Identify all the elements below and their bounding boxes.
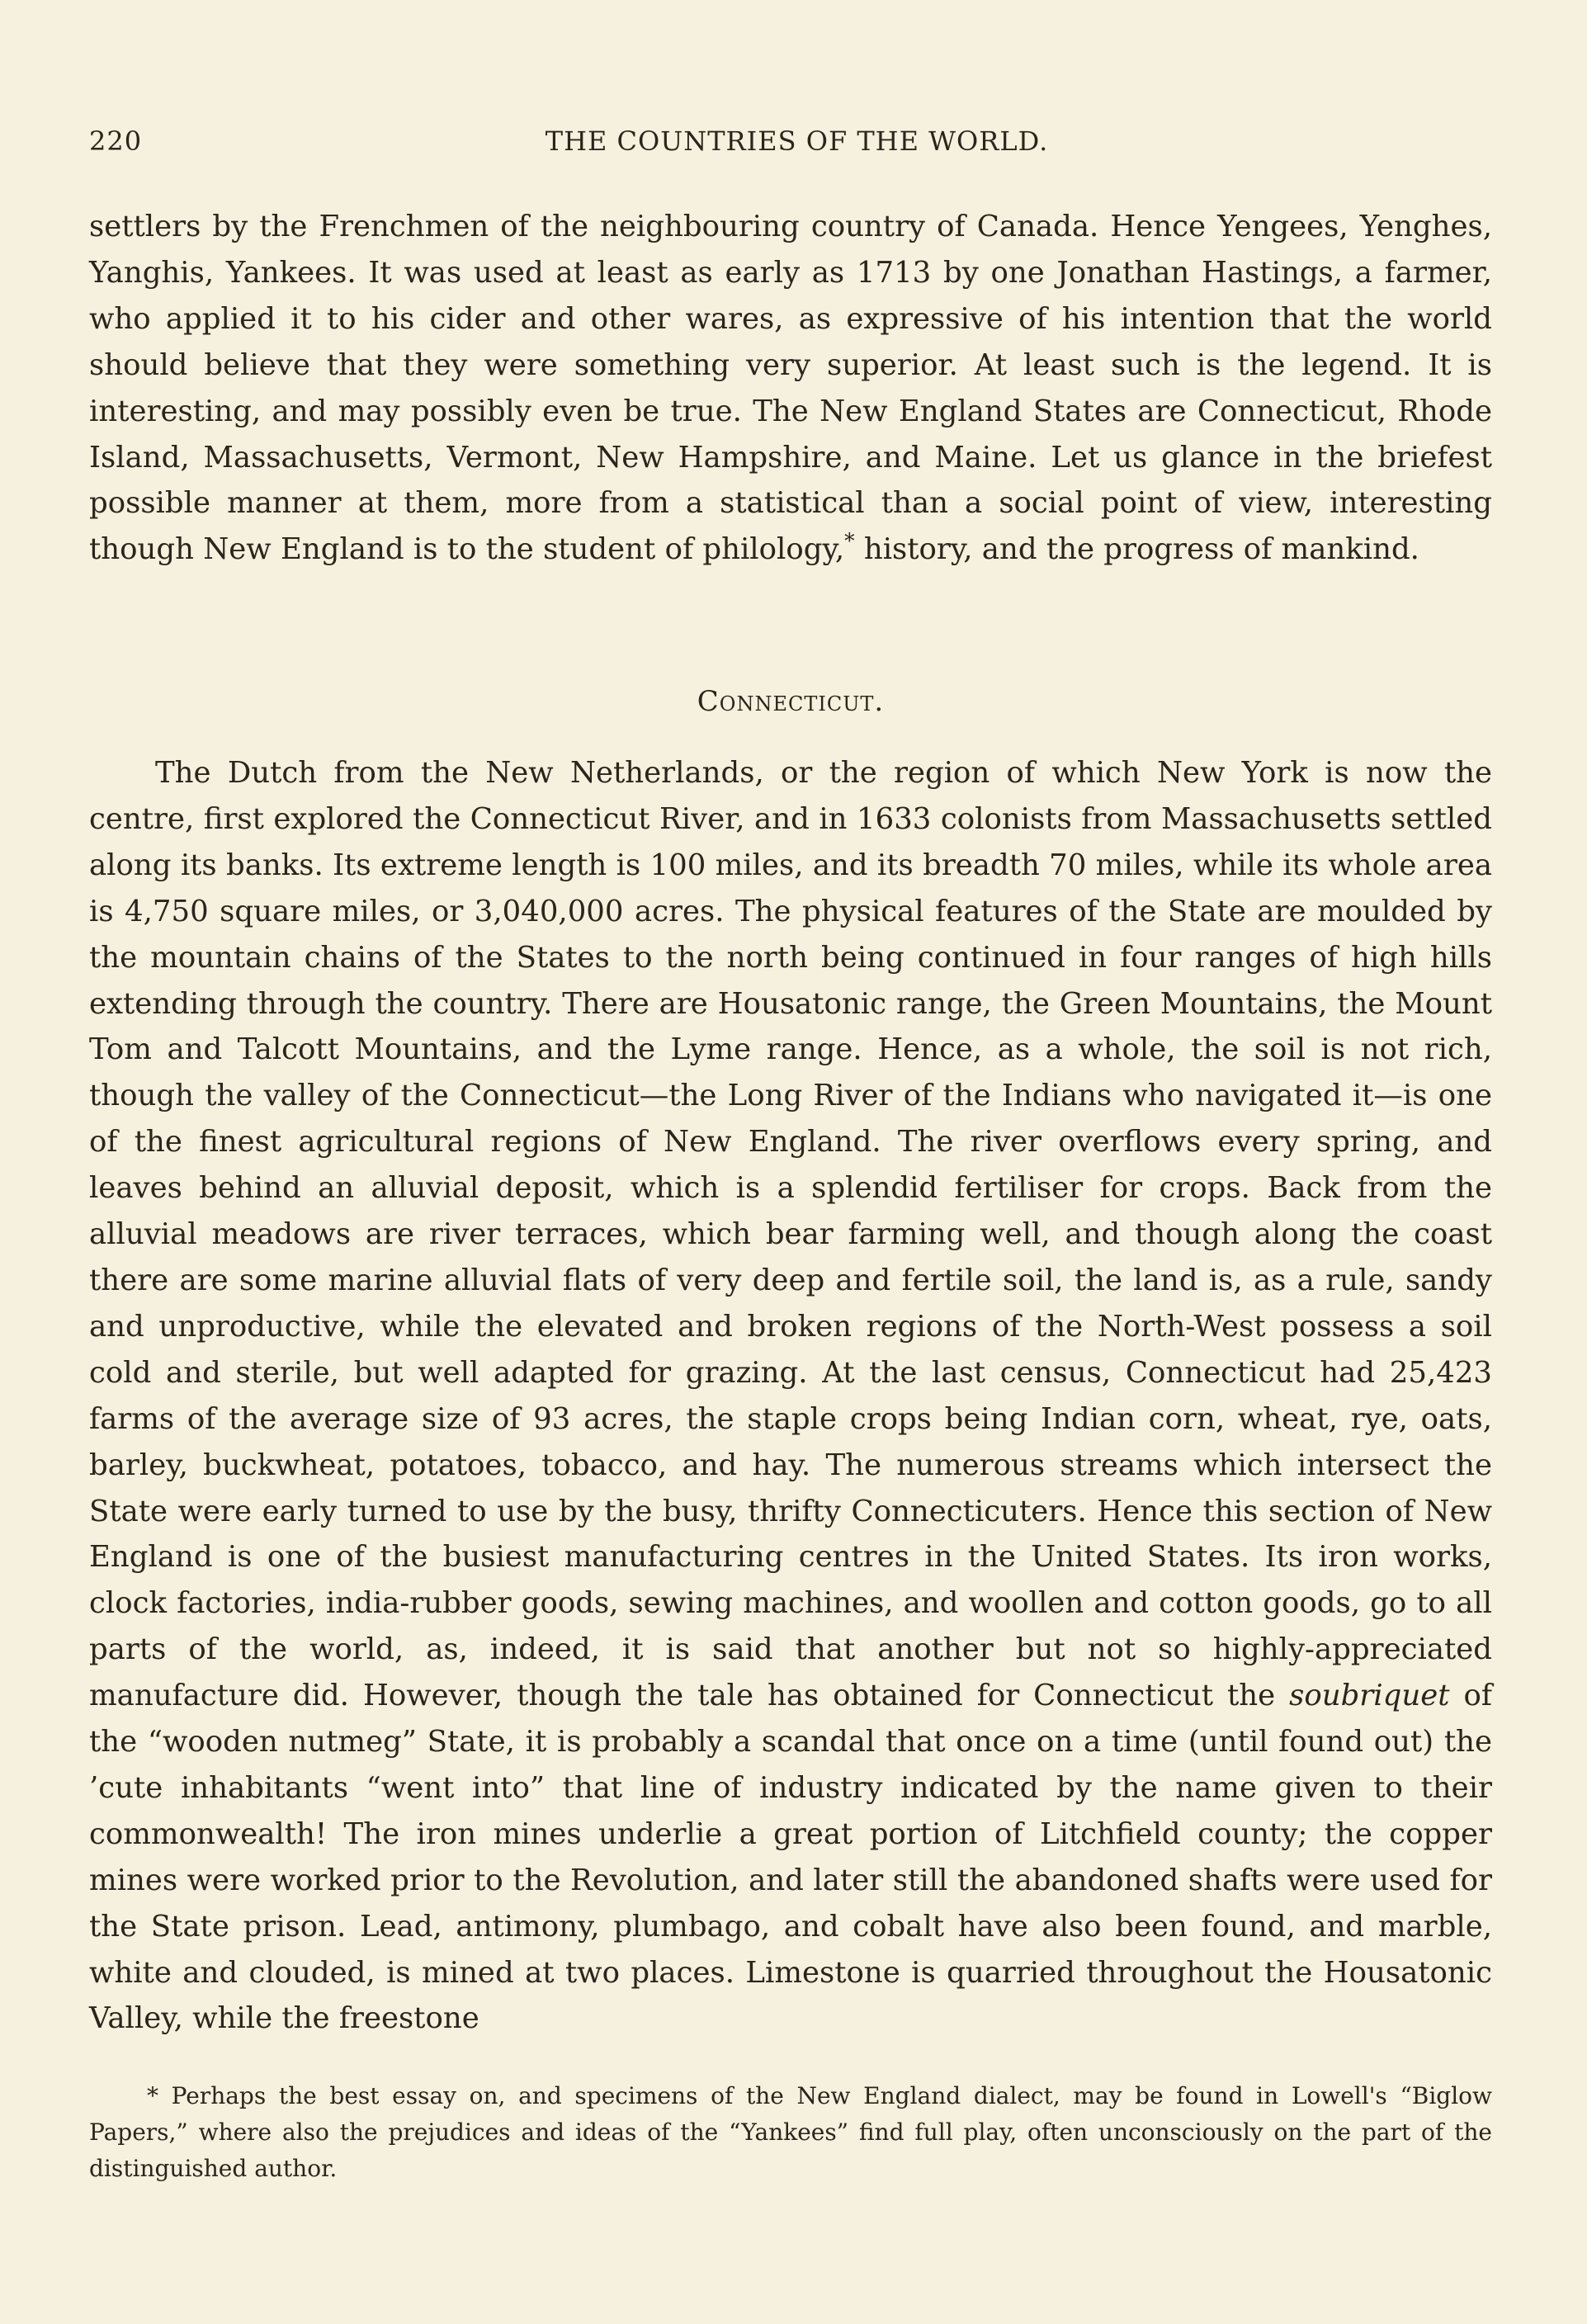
paragraph-1: [89, 204, 1492, 573]
running-title: THE COUNTRIES OF THE WORLD.: [545, 125, 1049, 157]
footnote-reference: *: [844, 529, 855, 554]
footnote-marker: *: [147, 2082, 158, 2109]
paragraph-2-text: The Dutch from the New Netherlands, or the region of which New York is now the centre, first explored the Connecticut River, and in 1633 colonists from Massachusetts settled along its banks. Its extreme length is 100 miles, and its breadth 70 miles, while its whole area is 4,750 square miles, or 3,040,000 acres. The physical features of the State are moulded by the mountain chains of the States to the north being continued in four ranges of high hills extending through the country. There are Housatonic range, the Green Mountains, the Mount Tom and Talcott Mountains, and the Lyme range. Hence, as a whole, the soil is not rich, though the valley of the Connecticut—the Long River of the Indians who navigated it—is one of the finest agricultural regions of New England. The river overflows every spring, and leaves behind an alluvial deposit, which is a splendid fertiliser for crops. Back from the alluvial meadows are river terraces, which bear farming well, and though along the coast there are some marine alluvial flats of very deep and fertile soil, the land is, as a rule, sandy and unproductive, while the elevated and broken regions of the North-West possess a soil cold and sterile, but well adapted for grazing. At the last census, Connecticut had 25,423 farms of the average size of 93 acres, the staple crops being Indian corn, wheat, rye, oats, barley, buckwheat, potatoes, tobacco, and hay. The numerous streams which intersect the State were early turned to use by the busy, thrifty Connecticuters. Hence this section of New England is one of the busiest manufacturing centres in the United States. Its iron works, clock factories, india-rubber goods, sewing machines, and woollen and cotton goods, go to all parts of the world, as, indeed, it is said that another but not so highly-appreciated manufacture did. However, though the tale has obtained for Connecticut the: [89, 756, 1492, 1713]
footnote: [89, 2078, 1492, 2187]
paragraph-2-text-end: of the “wooden nutmeg” State, it is probably a scandal that once on a time (until found out) the ’cute inhabitants “went into” that line of industry indicated by the name given to their commonwealth! The iron mines underlie a great portion of Litchfield county; the copper mines were worked prior to the Revolution, and later still the abandoned shafts were used for the State prison. Lead, antimony, plumbago, and cobalt have also been found, and marble, white and clouded, is mined at two places. Limestone is quarried throughout the Housatonic Valley, while the freestone: [89, 1679, 1492, 2036]
paragraph-1-text-end: history, and the progress of mankind.: [854, 532, 1419, 567]
paragraph-1-text: settlers by the Frenchmen of the neighbouring country of Canada. Hence Yengees, Yenghes, Yanghis, Yankees. It was used at least as early as 1713 by one Jonathan Hastings, a farmer, who applied it to his cider and other wares, as expressive of his intention that the world should believe that they were something very superior. At least such is the legend. It is interesting, and may possibly even be true. The New England States are Connecticut, Rhode Island, Massachusetts, Vermont, New Hampshire, and Maine. Let us glance in the briefest possible manner at them, more from a statistical than a social point of view, interesting though New England is to the student of philology,: [89, 210, 1492, 567]
paragraph-2: [89, 750, 1492, 2042]
footnote-text: Perhaps the best essay on, and specimens of the New England dialect, may be found in Lowell's “Biglow Papers,” where also the prejudices and ideas of the “Yankees” find full play, often unconsciously on the part of the distinguished author.: [89, 2082, 1492, 2182]
italic-term: soubriquet: [1289, 1679, 1450, 1713]
page-number: 220: [89, 125, 143, 157]
section-heading-connecticut: Connecticut.: [697, 685, 885, 718]
running-head: [89, 125, 1496, 167]
